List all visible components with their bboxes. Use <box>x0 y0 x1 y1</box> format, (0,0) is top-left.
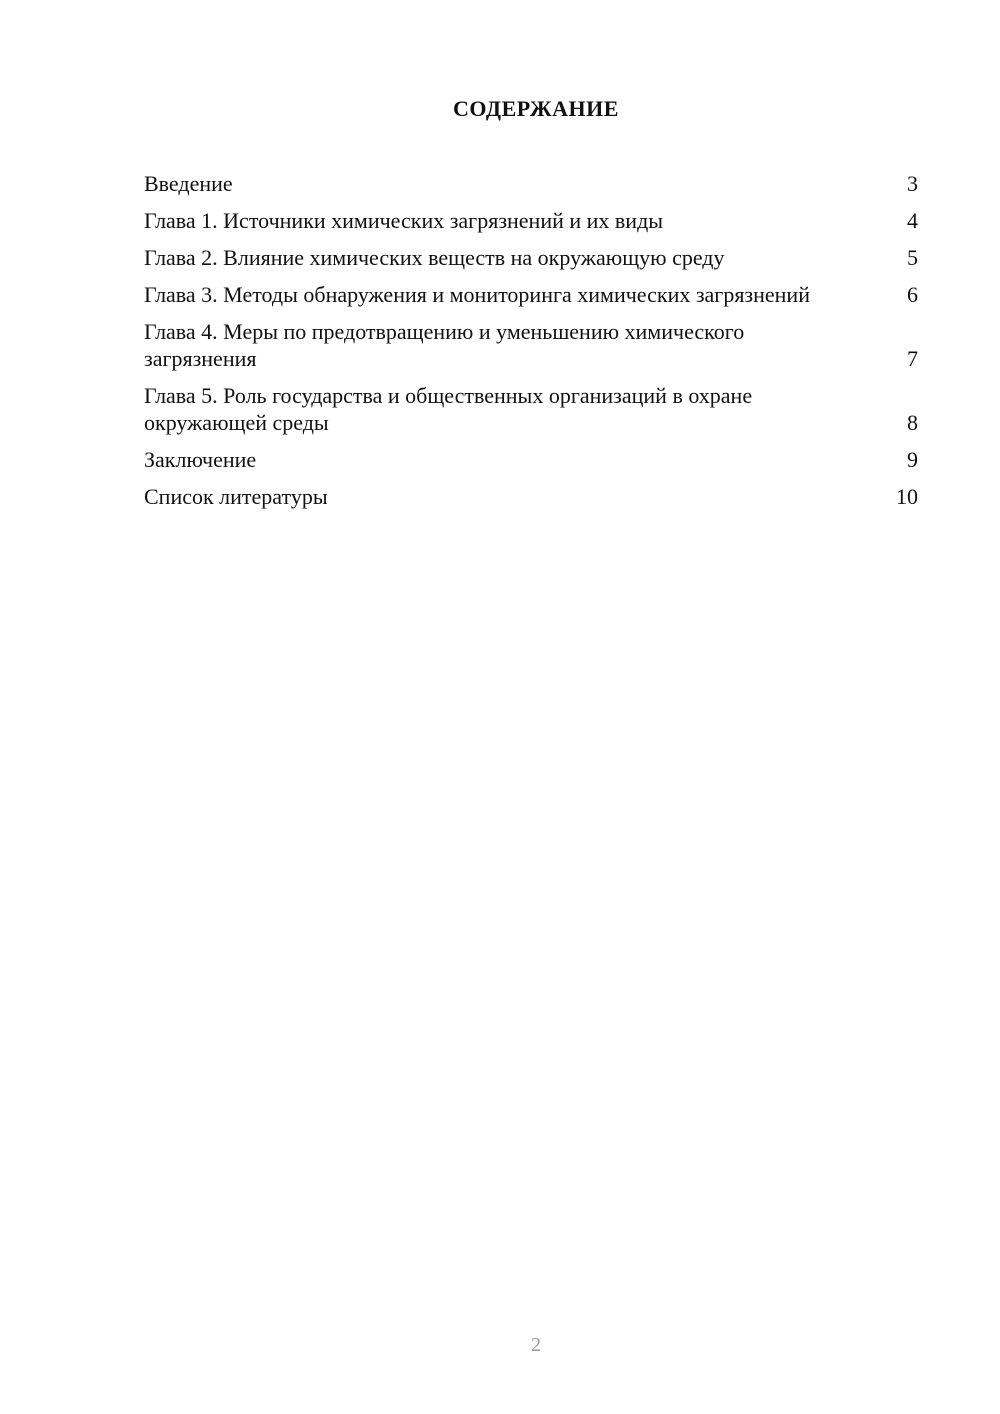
toc-entry-page-number: 8 <box>907 410 918 435</box>
toc-entry-chapter-3 <box>144 281 918 308</box>
toc-entry-page-number: 5 <box>907 245 918 270</box>
toc-entry-chapter-4 <box>144 318 918 372</box>
toc-entry-references <box>144 483 918 510</box>
toc-entry-page-number: 9 <box>907 447 918 472</box>
toc-entry-title: Глава 1. Источники химических загрязнений и их виды <box>144 208 664 233</box>
toc-entry-title: Глава 3. Методы обнаружения и мониторинга химических загрязнений <box>144 282 810 307</box>
toc-entry-page-number: 6 <box>907 282 918 307</box>
toc-entry-title: Введение <box>144 171 233 196</box>
toc-entry-chapter-1 <box>144 207 918 234</box>
toc-entry-title: Глава 4. Меры по предотвращению и уменьшению химического загрязнения <box>144 319 745 371</box>
toc-entry-conclusion <box>144 446 918 473</box>
toc-entry-title: Глава 5. Роль государства и общественных организаций в охране окружающей среды <box>144 383 753 435</box>
page-title: СОДЕРЖАНИЕ <box>453 96 619 121</box>
table-of-contents <box>144 170 918 520</box>
toc-entry-chapter-2 <box>144 244 918 271</box>
page-footer-number: 2 <box>531 1334 541 1356</box>
toc-entry-title: Список литературы <box>144 484 328 509</box>
toc-entry-page-number: 7 <box>907 346 918 371</box>
toc-entry-page-number: 3 <box>907 171 918 196</box>
toc-entry-page-number: 4 <box>907 208 918 233</box>
toc-entry-title: Заключение <box>144 447 257 472</box>
toc-entry-introduction <box>144 170 918 197</box>
toc-entry-chapter-5 <box>144 382 918 436</box>
toc-entry-title: Глава 2. Влияние химических веществ на окружающую среду <box>144 245 725 270</box>
toc-entry-page-number: 10 <box>896 484 918 509</box>
